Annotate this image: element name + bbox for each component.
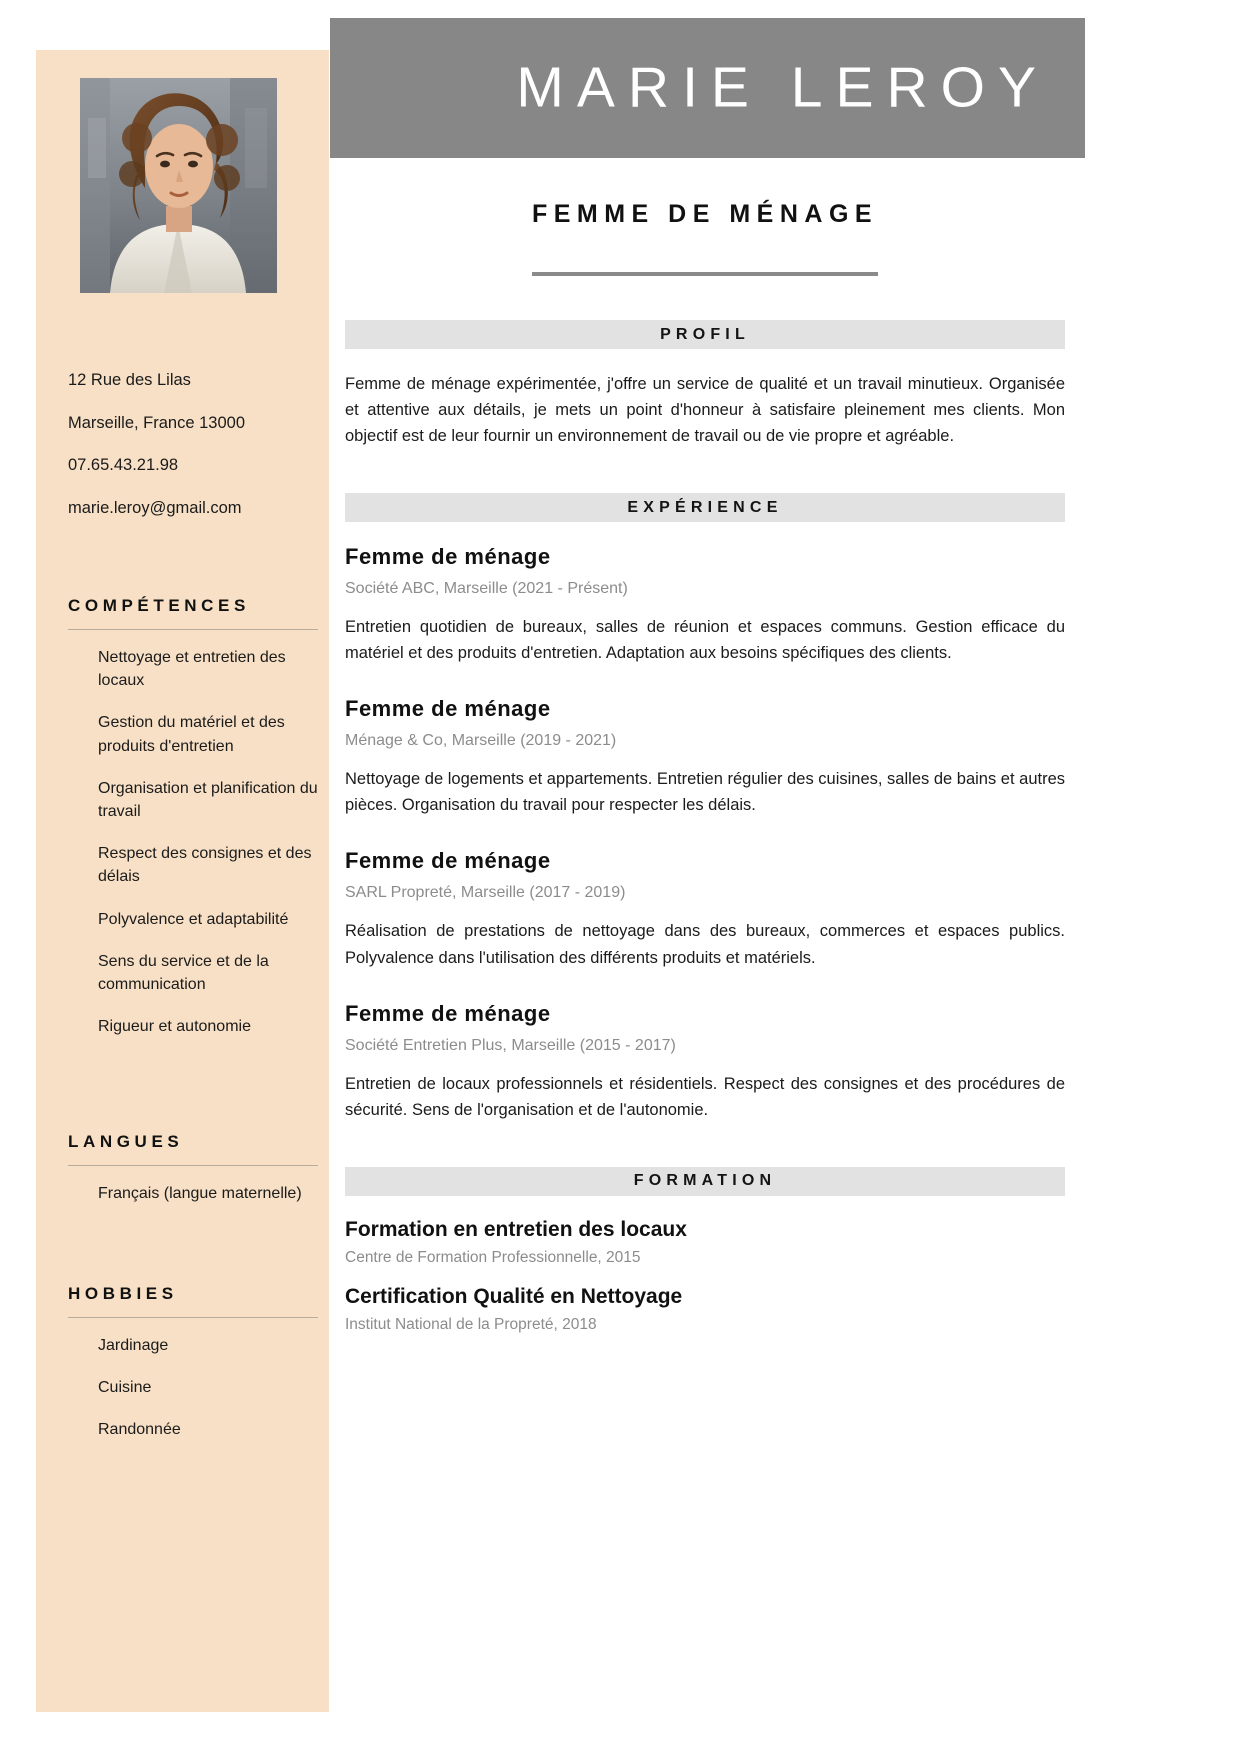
skills-section [68,596,318,1057]
page-title: FEMME DE MÉNAGE [531,200,879,228]
list-item: Rigueur et autonomie [98,1018,251,1036]
experience-role: Femme de ménage [345,848,551,874]
contact-block [68,370,318,541]
title-divider [532,272,878,276]
list-item: Sens du service et de la communication [98,952,269,993]
sidebar [36,50,329,1712]
experience-entry [345,848,1065,970]
experience-company: SARL Propreté, Marseille (2017 - 2019) [345,884,626,902]
experience-description: Entretien de locaux professionnels et résidentiels. Respect des consignes et des procédures de sécurité. Sens de l'organisation et de l'autonomie. [345,1074,1065,1119]
experience-company: Ménage & Co, Marseille (2019 - 2021) [345,732,617,750]
list-item: Français (langue maternelle) [98,1185,302,1202]
list-item: Organisation et planification du travail [98,779,318,820]
experience-description: Réalisation de prestations de nettoyage dans des bureaux, commerces et espaces publics. Polyvalence dans l'utilisation des différents produits et matériels. [345,922,1065,967]
education-entry [345,1218,1065,1267]
education-entry [345,1285,1065,1334]
main-column [345,170,1065,1352]
languages-list [68,1182,318,1205]
list-item: Respect des consignes et des délais [98,845,312,886]
hobbies-heading: HOBBIES [68,1284,178,1303]
list-item: Jardinage [98,1337,169,1354]
list-item: Nettoyage et entretien des locaux [98,649,286,690]
contact-address: 12 Rue des Lilas [68,371,191,389]
experience-entry [345,1001,1065,1123]
contact-email[interactable]: marie.leroy@gmail.com [68,498,242,517]
list-item: Polyvalence et adaptabilité [98,910,289,928]
profile-heading: PROFIL [660,325,750,343]
languages-divider [68,1165,318,1166]
experience-heading: EXPÉRIENCE [627,498,783,516]
experience-description: Entretien quotidien de bureaux, salles de réunion et espaces communs. Gestion efficace du matériel et des produits d'entretien. Adaptation aux besoins spécifiques des clients. [345,618,1065,663]
experience-role: Femme de ménage [345,544,551,570]
list-item: Cuisine [98,1379,152,1397]
experience-company: Société Entretien Plus, Marseille (2015 - 2017) [345,1036,676,1054]
experience-company: Société ABC, Marseille (2021 - Présent) [345,580,628,598]
profile-section-header [345,320,1065,349]
header-banner [330,18,1085,158]
hobbies-section [68,1284,318,1461]
education-institution: Centre de Formation Professionnelle, 2015 [345,1248,641,1266]
skills-heading: COMPÉTENCES [68,596,250,615]
experience-description: Nettoyage de logements et appartements. Entretien régulier des cuisines, salles de bains et autres pièces. Organisation du travail pour respecter les délais. [345,770,1065,815]
languages-section [68,1132,318,1224]
candidate-name: MARIE LEROY [516,55,1049,120]
hobbies-divider [68,1317,318,1318]
experience-entry [345,696,1065,818]
education-institution: Institut National de la Propreté, 2018 [345,1315,597,1333]
portrait-illustration [80,78,277,293]
experience-role: Femme de ménage [345,696,551,722]
profile-photo [80,78,277,293]
experience-section-header [345,493,1065,522]
hobbies-list [68,1334,318,1442]
experience-role: Femme de ménage [345,1000,551,1026]
contact-city: Marseille, France 13000 [68,413,246,432]
education-degree: Formation en entretien des locaux [345,1217,687,1241]
skills-list [68,646,318,1038]
list-item: Randonnée [98,1421,181,1439]
languages-heading: LANGUES [68,1132,184,1151]
skills-divider [68,629,318,630]
education-section-header [345,1167,1065,1196]
education-degree: Certification Qualité en Nettoyage [345,1284,683,1308]
list-item: Gestion du matériel et des produits d'entretien [98,714,285,755]
experience-entry [345,544,1065,666]
education-heading: FORMATION [633,1172,777,1190]
contact-phone[interactable]: 07.65.43.21.98 [68,456,179,475]
profile-text: Femme de ménage expérimentée, j'offre un service de qualité et un travail minutieux. Organisée et attentive aux détails, je mets un point d'honneur à satisfaire pleinement mes clients. Mon objectif est de leur fournir un environnement de travail ou de vie propre et agréable. [345,375,1065,446]
